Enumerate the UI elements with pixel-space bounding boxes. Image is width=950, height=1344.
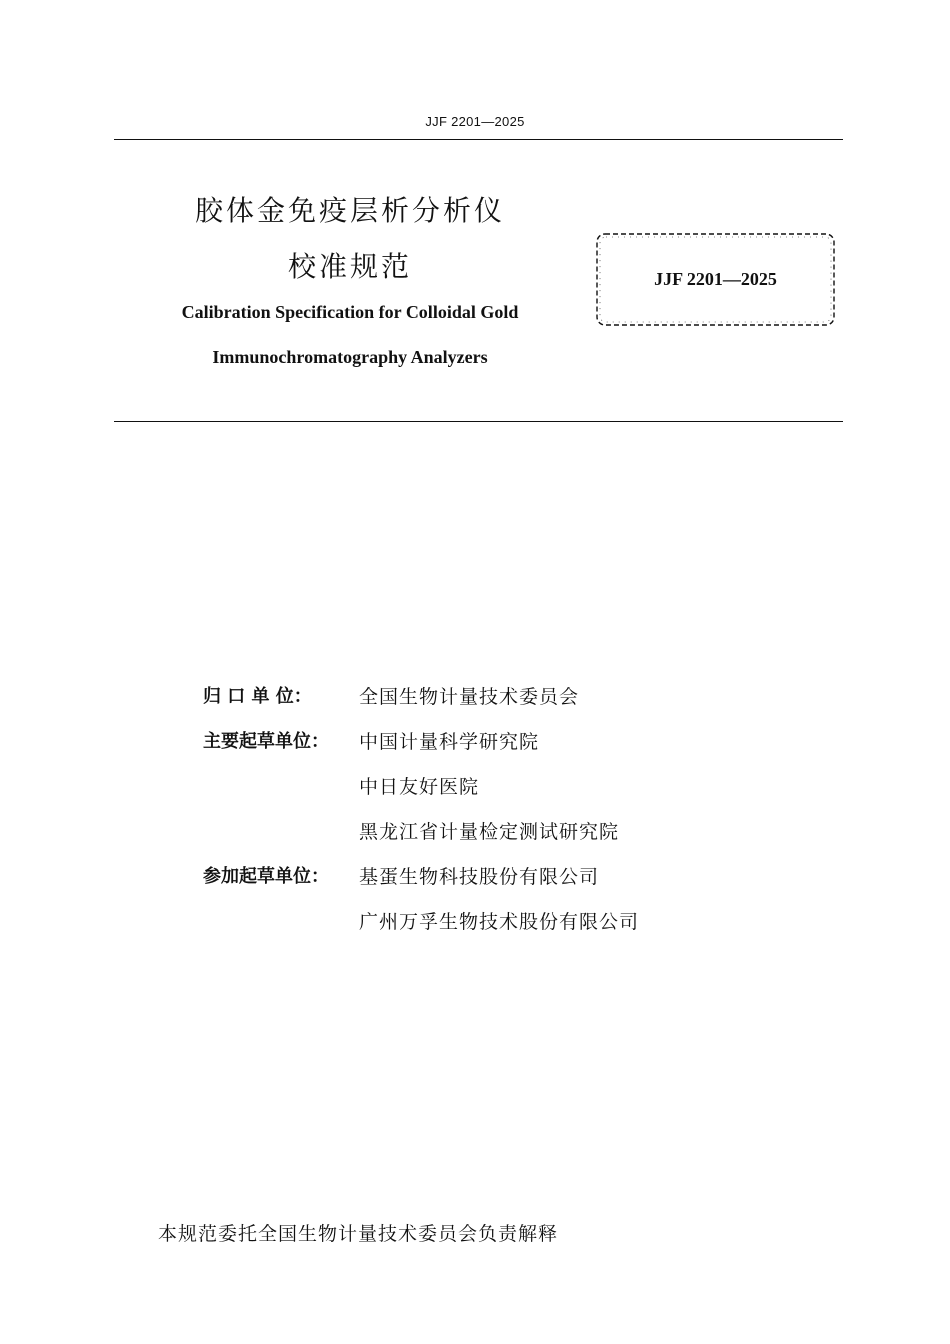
org-main-1: 中国计量科学研究院 xyxy=(359,731,540,753)
top-rule xyxy=(114,139,843,140)
org-main-2: 中日友好医院 xyxy=(359,776,480,798)
title-en-line2: Immunochromatography Analyzers xyxy=(212,347,488,367)
header-code: JJF 2201—2025 xyxy=(425,114,525,129)
code-box xyxy=(594,231,837,328)
org-participating-1: 基蛋生物科技股份有限公司 xyxy=(359,866,600,888)
title-cn-line1: 胶体金免疫层析分析仪 xyxy=(194,194,505,227)
org-label-main: 主要起草单位： xyxy=(203,731,329,752)
org-label-participating: 参加起草单位： xyxy=(203,866,329,887)
code-box-text: JJF 2201—2025 xyxy=(654,269,777,289)
middle-rule xyxy=(114,421,843,422)
org-label-responsible: 归 口 单 位： xyxy=(203,686,312,707)
title-cn-line2: 校准规范 xyxy=(287,250,412,283)
title-en-line1: Calibration Specification for Colloidal Gold xyxy=(181,302,519,322)
footer-note: 本规范委托全国生物计量技术委员会负责解释 xyxy=(158,1223,559,1245)
org-main-3: 黑龙江省计量检定测试研究院 xyxy=(359,821,620,843)
org-responsible: 全国生物计量技术委员会 xyxy=(359,686,580,708)
org-participating-2: 广州万孚生物技术股份有限公司 xyxy=(359,911,640,933)
